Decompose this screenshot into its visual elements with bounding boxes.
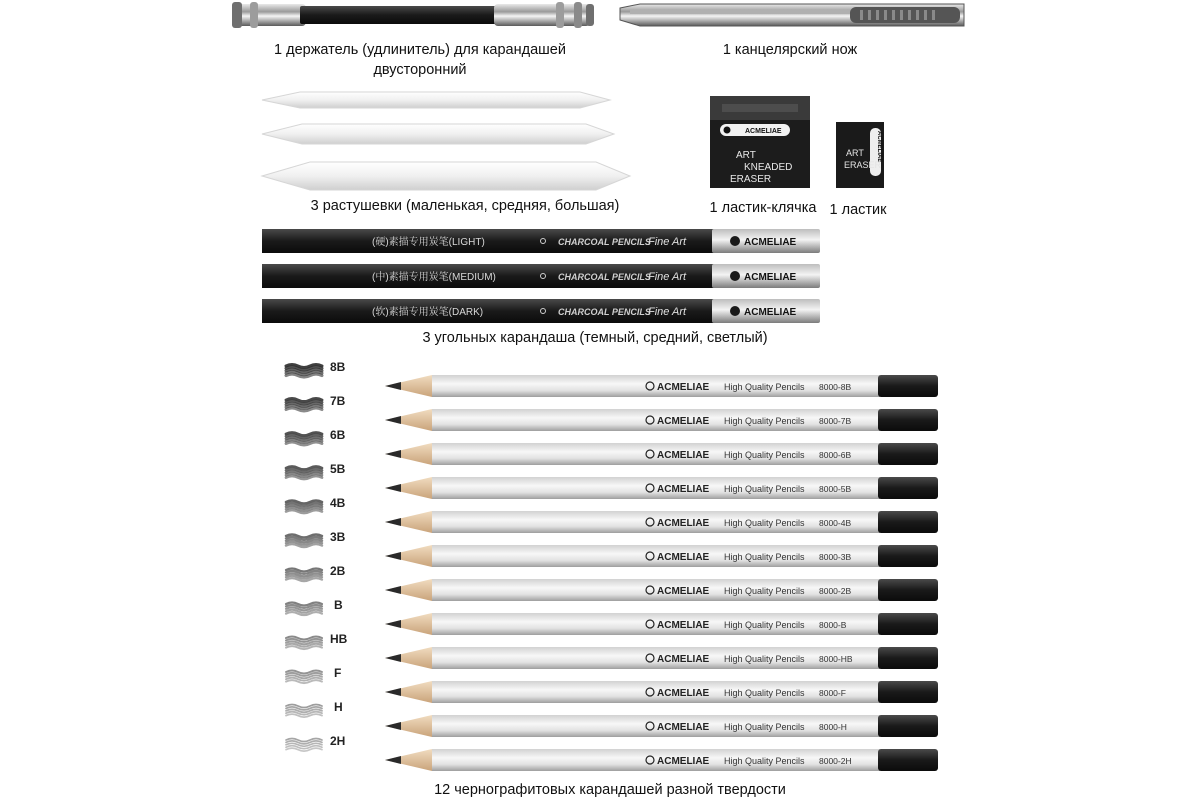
pencil-lead [385,654,401,662]
pencil-end-cap [878,477,938,499]
pencil-end-cap [878,647,938,669]
pencil-brand: ACMELIAE [657,620,710,631]
pencil-body [432,511,880,533]
charcoal-pencil [262,299,820,323]
graphite-pencil [286,705,938,738]
charcoal-pencil-series: CHARCOAL PENCILS [558,307,651,317]
pencil-brand: ACMELIAE [657,756,710,767]
caption-graphite: 12 чернографитовых карандашей разной твердости [434,782,786,798]
pencil-code: 8000-4B [819,518,852,528]
pencil-lead [385,586,401,594]
grade-label: H [334,700,343,714]
charcoal-pencil-brand: ACMELIAE [744,272,797,283]
pencil-lead [385,688,401,696]
pencil-brand: ACMELIAE [657,586,710,597]
pencil-brand: ACMELIAE [657,688,710,699]
charcoal-pencil-brand: ACMELIAE [744,237,797,248]
charcoal-pencil-script: Fine Art [648,306,687,318]
grade-swatch [286,535,322,548]
grade-label: 6B [330,428,346,442]
brand-logo-icon [730,271,740,281]
pencil-code: 8000-8B [819,382,852,392]
stump-small [262,92,610,108]
pencil-lead [385,382,401,390]
caption-holder-line-2: двусторонний [373,62,467,78]
pencil-tagline: High Quality Pencils [724,518,805,528]
graphite-pencil [286,671,938,704]
pencil-body [432,613,880,635]
pencil-body [432,579,880,601]
pencil-end-cap [878,613,938,635]
pencil-body [432,375,880,397]
grade-swatch [286,739,322,752]
pencil-tagline: High Quality Pencils [724,450,805,460]
grade-swatch [286,399,322,412]
charcoal-pencil-series: CHARCOAL PENCILS [558,272,651,282]
brand-logo-icon [730,306,740,316]
grade-swatch [286,569,322,582]
pencil-code: 8000-7B [819,416,852,426]
pencil-tagline: High Quality Pencils [724,586,805,596]
grade-label: 3B [330,530,346,544]
brand-logo-icon [730,236,740,246]
pencil-brand: ACMELIAE [657,416,710,427]
kneaded-eraser-brand: ACMELIAE [745,128,782,135]
caption-holder [260,40,580,80]
pencil-body [432,715,880,737]
pencil-body [432,443,880,465]
pencil-body [432,477,880,499]
grade-swatch [286,671,322,684]
grade-swatch [286,501,322,514]
pencil-body [432,545,880,567]
graphite-pencil [286,603,938,636]
pencil-lead [385,756,401,764]
caption-kneaded-eraser: 1 ластик-клячка [709,200,817,216]
grade-label: 2B [330,564,346,578]
pencil-code: 8000-H [819,722,847,732]
pencil-body [432,409,880,431]
pencil-tagline: High Quality Pencils [724,722,805,732]
pencil-end-cap [878,579,938,601]
pencil-holder [232,2,594,28]
graphite-pencil [286,399,938,432]
grade-label: 4B [330,496,346,510]
graphite-pencils [286,365,938,772]
pencil-brand: ACMELIAE [657,518,710,529]
pencil-lead [385,450,401,458]
kneaded-eraser-label-2: KNEADED [744,162,793,173]
charcoal-pencil-script: Fine Art [648,236,687,248]
pencil-lead [385,484,401,492]
pencil-brand: ACMELIAE [657,484,710,495]
grade-label: 5B [330,462,346,476]
caption-holder-line-1: 1 держатель (удлинитель) для карандашей [274,42,566,58]
charcoal-pencil [262,229,820,253]
pencil-tagline: High Quality Pencils [724,416,805,426]
pencil-code: 8000-B [819,620,847,630]
eraser-label-1: ART [846,148,864,158]
grade-label: 2H [330,734,346,748]
charcoal-pencil [262,264,820,288]
pencil-tagline: High Quality Pencils [724,688,805,698]
graphite-pencil [286,637,938,670]
charcoal-pencil-grade-label: (中)素描专用炭笔(MEDIUM) [372,272,496,283]
pencil-end-cap [878,511,938,533]
caption-eraser: 1 ластик [829,202,887,218]
pencil-code: 8000-6B [819,450,852,460]
blending-stumps [262,92,630,190]
grade-label: B [334,598,343,612]
eraser [836,122,884,188]
charcoal-pencil-series: CHARCOAL PENCILS [558,237,651,247]
grade-swatch [286,603,322,616]
pencil-body [432,681,880,703]
charcoal-pencils [262,229,820,323]
pencil-brand: ACMELIAE [657,654,710,665]
charcoal-pencil-script: Fine Art [648,271,687,283]
pencil-tagline: High Quality Pencils [724,382,805,392]
pencil-code: 8000-2B [819,586,852,596]
grade-label: F [334,666,342,680]
grade-label: HB [330,632,348,646]
kneaded-eraser-label-3: ERASER [730,174,772,185]
pencil-lead [385,518,401,526]
graphite-pencil [286,569,938,602]
charcoal-pencil-brand: ACMELIAE [744,307,797,318]
grade-label: 8B [330,360,346,374]
pencil-body [432,647,880,669]
caption-stumps: 3 растушевки (маленькая, средняя, большая) [310,198,620,214]
eraser-label-2: ERASER [844,160,882,170]
pencil-lead [385,416,401,424]
pencil-code: 8000-3B [819,552,852,562]
grade-swatch [286,433,322,446]
pencil-lead [385,722,401,730]
graphite-pencil [286,739,938,772]
pencil-end-cap [878,443,938,465]
pencil-brand: ACMELIAE [657,450,710,461]
pencil-brand: ACMELIAE [657,552,710,563]
graphite-pencil [286,467,938,500]
graphite-pencil [286,535,938,568]
pencil-code: 8000-2H [819,756,852,766]
pencil-tagline: High Quality Pencils [724,484,805,494]
pencil-end-cap [878,409,938,431]
pencil-code: 8000-HB [819,654,853,664]
stump-medium [262,124,614,144]
pencil-lead [385,552,401,560]
pencil-end-cap [878,715,938,737]
pencil-code: 8000-5B [819,484,852,494]
pencil-tagline: High Quality Pencils [724,552,805,562]
charcoal-pencil-grade-label: (软)素描专用炭笔(DARK) [372,307,484,318]
pencil-body [432,749,880,771]
pencil-end-cap [878,375,938,397]
grade-swatch [286,365,322,378]
pencil-tagline: High Quality Pencils [724,654,805,664]
kneaded-eraser [710,96,810,188]
graphite-pencil [286,433,938,466]
pencil-lead [385,620,401,628]
graphite-pencil [286,501,938,534]
pencil-brand: ACMELIAE [657,382,710,393]
grade-label: 7B [330,394,346,408]
pencil-end-cap [878,749,938,771]
grade-swatch [286,705,322,718]
pencil-end-cap [878,545,938,567]
pencil-tagline: High Quality Pencils [724,620,805,630]
kneaded-eraser-label-1: ART [736,150,756,161]
pencil-brand: ACMELIAE [657,722,710,733]
charcoal-pencil-grade-label: (硬)素描专用炭笔(LIGHT) [372,237,485,248]
pencil-code: 8000-F [819,688,846,698]
utility-knife [620,4,964,26]
eraser-brand: ACMELIAE [876,131,882,163]
caption-charcoal: 3 угольных карандаша (темный, средний, светлый) [422,330,768,346]
graphite-pencil [286,365,938,398]
pencil-end-cap [878,681,938,703]
stump-large [262,162,630,190]
caption-knife: 1 канцелярский нож [722,42,858,58]
grade-swatch [286,467,322,480]
grade-swatch [286,637,322,650]
pencil-tagline: High Quality Pencils [724,756,805,766]
